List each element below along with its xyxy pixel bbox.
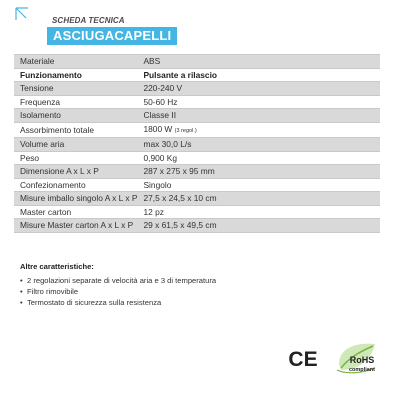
spec-value-text: Classe II (143, 110, 177, 120)
spec-value (137, 219, 380, 233)
spec-value (137, 205, 380, 219)
spec-row (14, 205, 380, 219)
spec-row (14, 138, 380, 152)
spec-value (137, 82, 380, 96)
product-title: ASCIUGACAPELLI (47, 27, 177, 45)
spec-value-text: 1800 W (143, 123, 173, 134)
feature-item: • Filtro rimovibile (20, 287, 79, 296)
spec-row (14, 122, 380, 138)
spec-value (137, 109, 380, 123)
ce-mark-icon (287, 346, 319, 370)
spec-table (14, 54, 380, 233)
svg-text:CE: CE (288, 348, 318, 370)
spec-label: Peso (14, 151, 137, 165)
spec-value (137, 192, 380, 206)
spec-row (14, 55, 380, 69)
feature-item: • Termostato di sicurezza sulla resistenza (20, 298, 162, 307)
spec-row (14, 219, 380, 233)
spec-value-text: 29 x 61,5 x 49,5 cm (143, 220, 217, 230)
spec-value-text: 220-240 V (143, 83, 183, 93)
spec-row (14, 165, 380, 179)
spec-value (137, 138, 380, 152)
spec-label: Misure Master carton A x L x P (14, 219, 137, 233)
sheet-kicker: SCHEDA TECNICA (52, 16, 125, 25)
spec-row (14, 95, 380, 109)
spec-label: Materiale (14, 55, 137, 69)
spec-value (137, 68, 380, 82)
spec-row (14, 68, 380, 82)
spec-value (137, 151, 380, 165)
spec-value (137, 122, 380, 138)
features-heading: Altre caratteristiche: (20, 262, 94, 271)
rohs-compliant-icon (331, 340, 381, 380)
features-section (20, 262, 216, 308)
spec-label: Volume aria (14, 138, 137, 152)
spec-value-text: 27,5 x 24,5 x 10 cm (143, 193, 217, 203)
spec-value-text: 287 x 275 x 95 mm (143, 166, 215, 176)
spec-value-text: 12 pz (143, 206, 164, 217)
spec-value-text: Pulsante a rilascio (143, 69, 218, 80)
spec-label: Tensione (14, 82, 137, 96)
svg-text:RoHS: RoHS (349, 355, 375, 365)
features-list (20, 275, 216, 308)
spec-label: Frequenza (14, 95, 137, 109)
spec-value-text: 50-60 Hz (143, 96, 178, 107)
spec-row (14, 82, 380, 96)
spec-label: Dimensione A x L x P (14, 165, 137, 179)
spec-row (14, 192, 380, 206)
spec-label: Master carton (14, 205, 137, 219)
spec-row (14, 151, 380, 165)
spec-value-text: Singolo (143, 179, 172, 190)
spec-value-text: 0,900 Kg (143, 152, 177, 163)
spec-value (137, 178, 380, 192)
header (14, 6, 214, 46)
spec-row (14, 109, 380, 123)
spec-label: Misure imballo singolo A x L x P (14, 192, 137, 206)
spec-label: Confezionamento (14, 178, 137, 192)
feature-item: • 2 regolazioni separate di velocità aria e 3 di temperatura (20, 276, 217, 285)
svg-text:compliant: compliant (349, 367, 375, 373)
spec-value (137, 165, 380, 179)
spec-value-text: max 30,0 L/s (143, 139, 192, 149)
spec-value-note: (3 regol.) (174, 127, 197, 134)
spec-value (137, 95, 380, 109)
corner-mark-icon (14, 6, 38, 30)
spec-value-text: ABS (143, 56, 161, 66)
spec-label: Assorbimento totale (14, 122, 137, 138)
spec-label: Funzionamento (14, 68, 137, 82)
spec-row (14, 178, 380, 192)
spec-value (137, 55, 380, 69)
spec-label: Isolamento (14, 109, 137, 123)
